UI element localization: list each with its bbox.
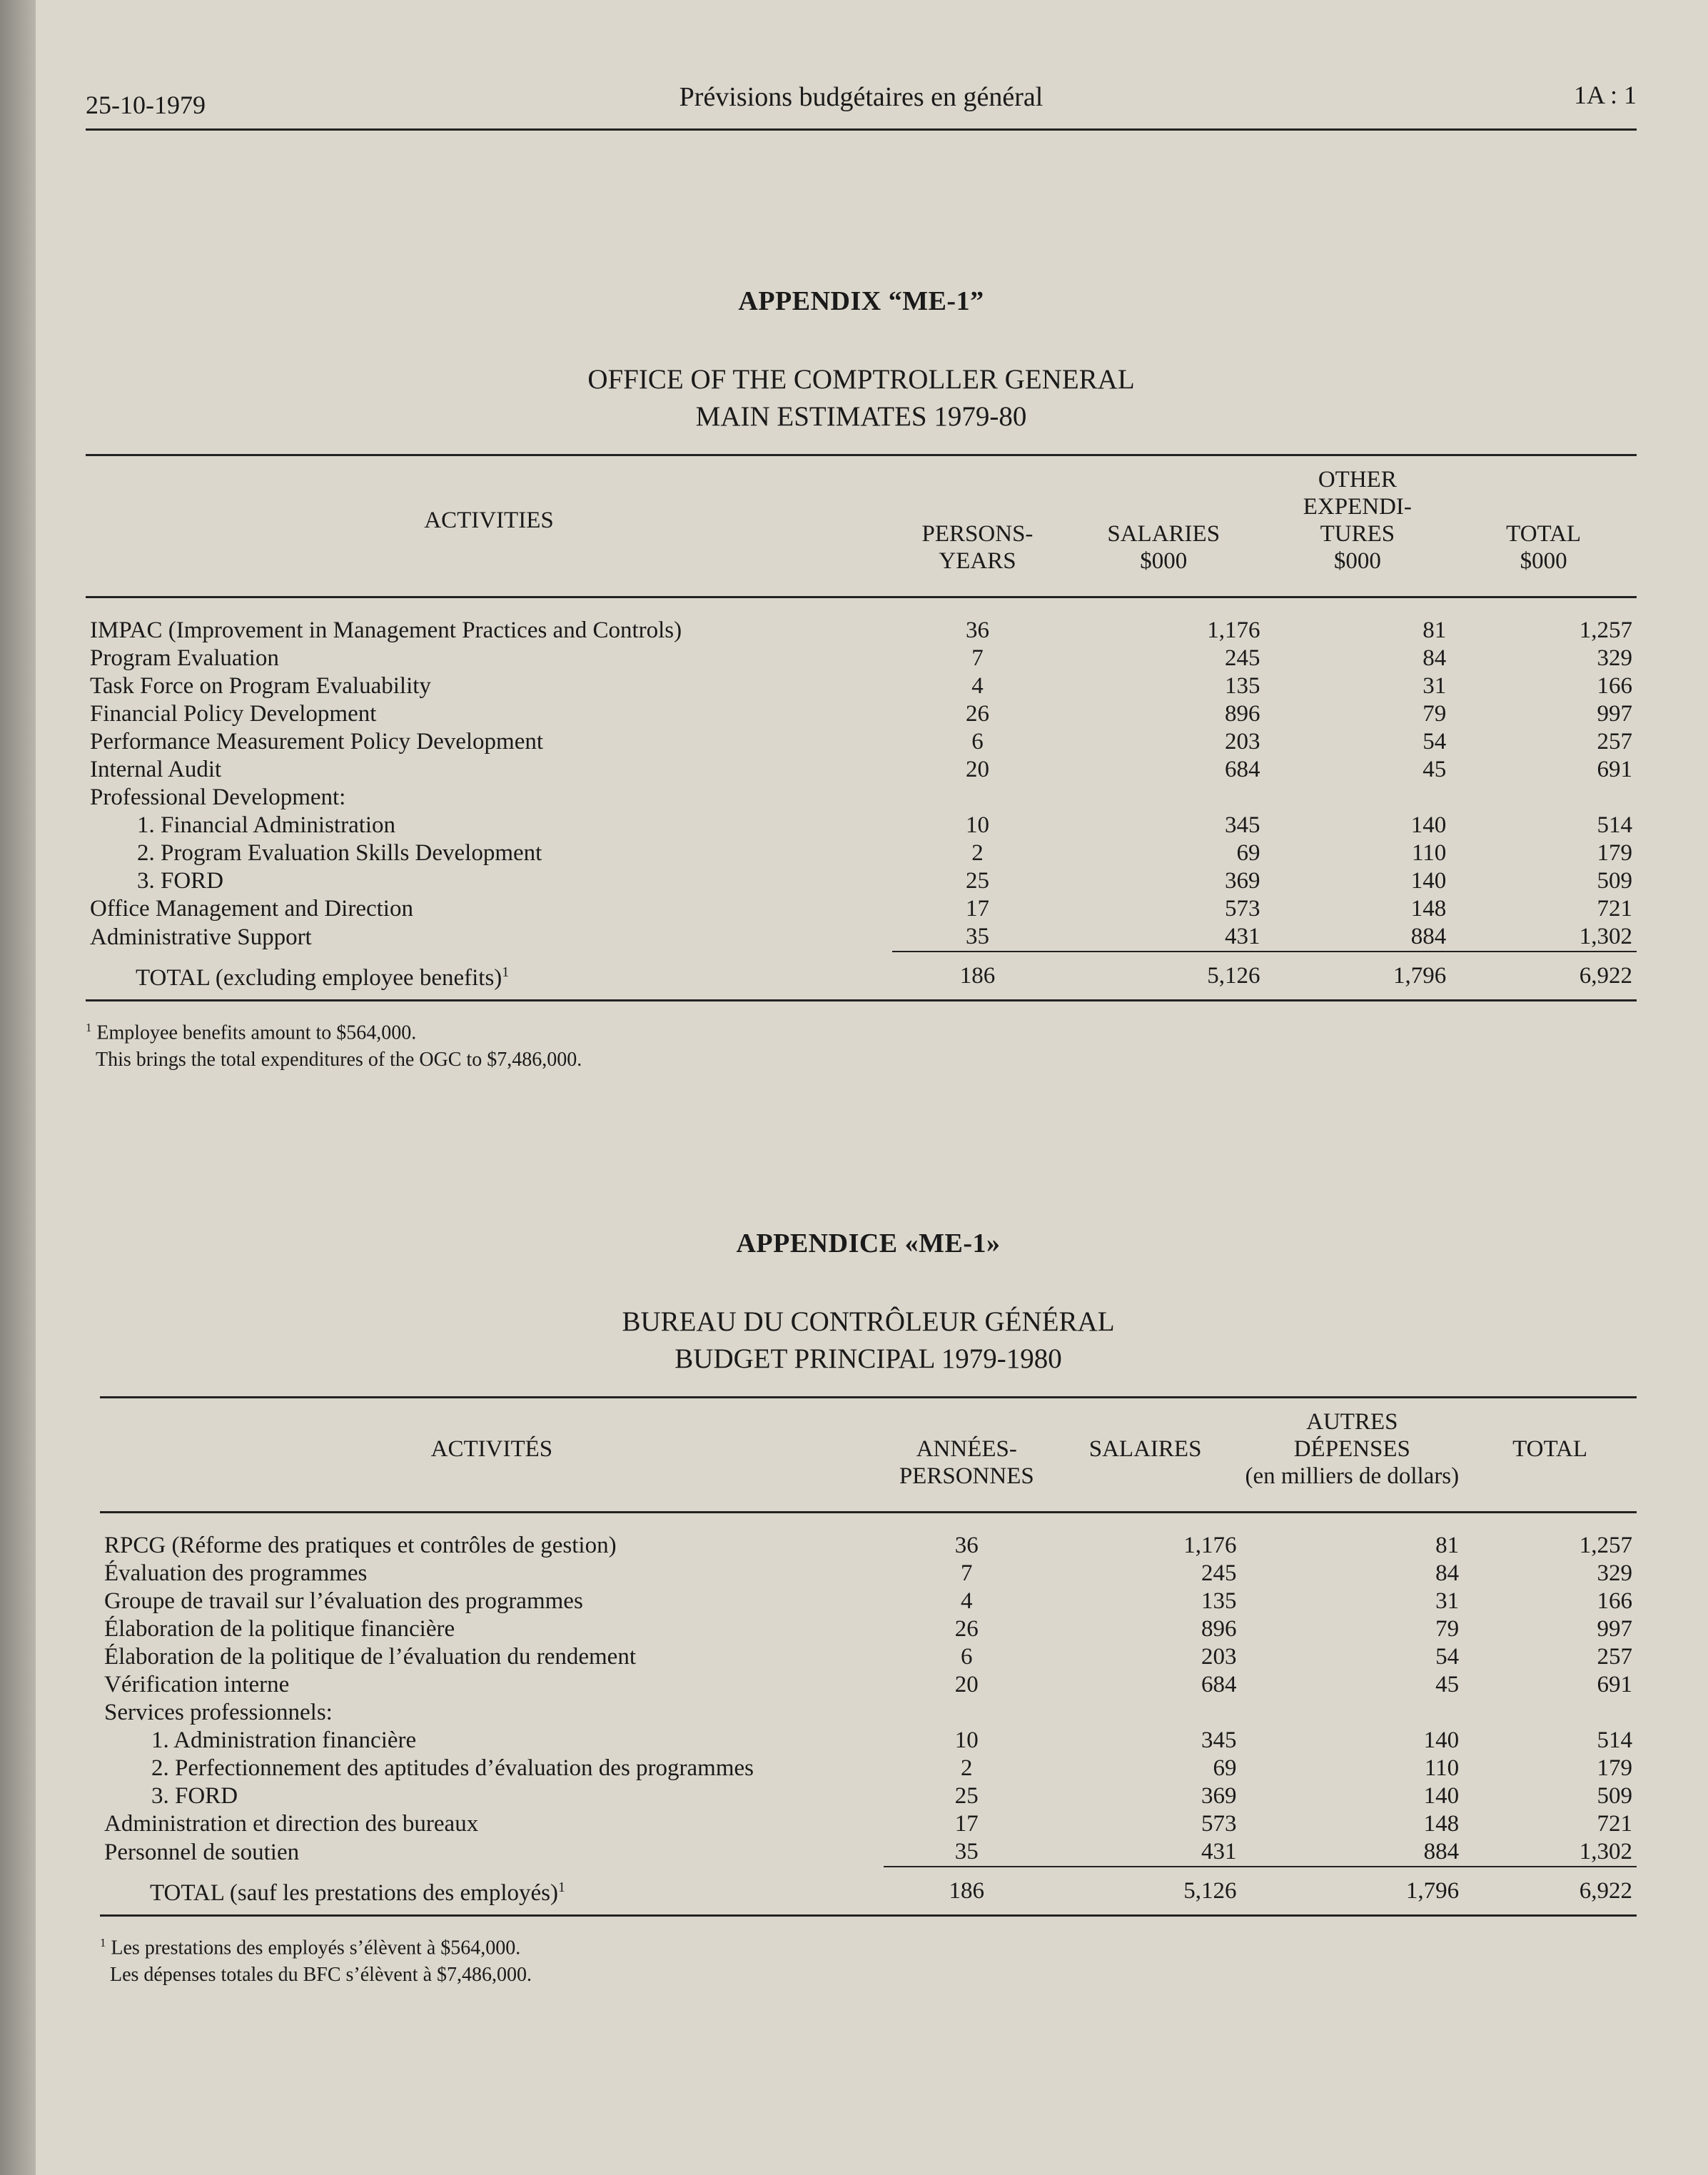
- row-persons-years: [892, 784, 1063, 812]
- row-persons-years: 35: [954, 1839, 979, 1864]
- row-total: 179: [1597, 1755, 1632, 1781]
- col-other-expenditures: OTHER EXPENDI- TURES $000: [1264, 455, 1450, 597]
- row-label: Program Evaluation: [90, 645, 279, 671]
- french-appendix-title: APPENDICE «ME-1»: [736, 1228, 1001, 1258]
- col-persons-years: PERSONS- YEARS: [892, 455, 1063, 597]
- row-total: 997: [1597, 1616, 1632, 1642]
- row-total: 166: [1597, 1588, 1632, 1614]
- book-spine-shadow: [0, 0, 36, 2175]
- row-label: Administrative Support: [90, 924, 312, 950]
- total-row: [86, 952, 1637, 1001]
- total-label: TOTAL (excluding employee benefits)$^1$: [86, 952, 892, 1001]
- row-salaries: 69: [1236, 840, 1260, 866]
- row-other: 81: [1423, 617, 1447, 643]
- col-annees-personnes: ANNÉES- PERSONNES: [884, 1398, 1050, 1513]
- row-persons-years: 26: [965, 701, 989, 727]
- row-label: RPCG (Réforme des pratiques et contrôles de gestion): [104, 1533, 617, 1558]
- row-label: Services professionnels:: [104, 1700, 333, 1725]
- table-row: [86, 672, 1637, 700]
- total-total: 6,922: [1463, 1867, 1637, 1916]
- row-total: 514: [1597, 1727, 1632, 1753]
- table-row: [86, 700, 1637, 728]
- total-salaries: 5,126: [1063, 952, 1264, 1001]
- row-label: Évaluation des programmes: [104, 1560, 368, 1586]
- footnote-line-2: Les dépenses totales du BFC s’élèvent à $7,486,000.: [110, 1964, 532, 1987]
- total-total: 6,922: [1450, 952, 1637, 1001]
- row-label: Vérification interne: [104, 1672, 290, 1697]
- table-row: [100, 1838, 1637, 1867]
- row-other: 31: [1435, 1588, 1460, 1614]
- table-row: [86, 839, 1637, 867]
- row-label: Task Force on Program Evaluability: [90, 673, 431, 699]
- row-persons-years: 36: [965, 617, 989, 643]
- total-other: 1,796: [1264, 952, 1450, 1001]
- row-salaries: 245: [1201, 1560, 1237, 1586]
- row-other: [1264, 784, 1450, 812]
- row-salaries: 573: [1224, 896, 1260, 922]
- row-label: IMPAC (Improvement in Management Practices and Controls): [90, 617, 682, 643]
- table-row: [100, 1755, 1637, 1782]
- row-label: Internal Audit: [90, 757, 222, 782]
- col-total: TOTAL $000: [1450, 455, 1637, 597]
- row-total: 691: [1597, 757, 1632, 782]
- row-other: 140: [1410, 868, 1447, 894]
- footnote-line-1: Les prestations des employés s’élèvent à $564,000.: [111, 1937, 521, 1959]
- total-persons-years: 186: [884, 1867, 1050, 1916]
- row-label: 3. FORD: [137, 868, 224, 894]
- row-salaries: 369: [1224, 868, 1260, 894]
- row-persons-years: [884, 1699, 1050, 1727]
- row-salaries: [1063, 784, 1264, 812]
- header-date: 25-10-1979: [86, 91, 206, 119]
- row-total: 721: [1597, 1811, 1632, 1837]
- row-other: 110: [1411, 840, 1447, 866]
- row-total: 1,302: [1579, 924, 1632, 949]
- col-autres-depenses: AUTRES DÉPENSES (en milliers de dollars): [1240, 1398, 1463, 1513]
- row-salaries: 345: [1201, 1727, 1237, 1753]
- table-row: [100, 1782, 1637, 1810]
- row-other: 84: [1435, 1560, 1460, 1586]
- row-label: 3. FORD: [151, 1783, 238, 1809]
- footnote-line-2: This brings the total expenditures of the OGC to $7,486,000.: [96, 1049, 582, 1071]
- row-persons-years: 17: [954, 1811, 979, 1837]
- row-total: 166: [1597, 673, 1632, 699]
- row-persons-years: 4: [971, 673, 984, 699]
- table-row: [86, 812, 1637, 839]
- english-section: [86, 286, 1637, 1074]
- english-footnote: [86, 1014, 1637, 1074]
- row-salaries: 135: [1201, 1588, 1237, 1614]
- row-other: 140: [1423, 1727, 1460, 1753]
- page-header: [86, 71, 1637, 131]
- row-total: 329: [1597, 645, 1632, 671]
- table-row: [100, 1810, 1637, 1838]
- table-row: [86, 867, 1637, 895]
- row-persons-years: 20: [965, 757, 989, 782]
- row-total: 329: [1597, 1560, 1632, 1586]
- row-salaries: 345: [1224, 812, 1260, 838]
- row-salaries: 1,176: [1207, 617, 1260, 643]
- total-salaries: 5,126: [1050, 1867, 1241, 1916]
- row-persons-years: 7: [961, 1560, 973, 1586]
- row-total: [1463, 1699, 1637, 1727]
- row-other: 45: [1435, 1672, 1460, 1697]
- table-row: [100, 1643, 1637, 1671]
- row-label: 1. Administration financière: [151, 1727, 417, 1753]
- row-salaries: 431: [1201, 1839, 1237, 1864]
- total-row: [100, 1867, 1637, 1916]
- row-salaries: 203: [1224, 729, 1260, 755]
- row-salaries: [1050, 1699, 1241, 1727]
- row-persons-years: 4: [961, 1588, 973, 1614]
- row-label: Professional Development:: [90, 784, 346, 810]
- french-footnote: [100, 1929, 1637, 1989]
- row-other: 79: [1435, 1616, 1460, 1642]
- row-other: 45: [1423, 757, 1447, 782]
- table-row: [100, 1671, 1637, 1699]
- row-other: 81: [1435, 1533, 1460, 1558]
- french-subtitle: BUDGET PRINCIPAL 1979-1980: [674, 1343, 1062, 1374]
- row-other: 110: [1424, 1755, 1460, 1781]
- col-total: TOTAL: [1463, 1398, 1637, 1513]
- table-row: [86, 728, 1637, 756]
- row-total: 257: [1597, 729, 1632, 755]
- row-persons-years: 2: [971, 840, 984, 866]
- english-org-title: OFFICE OF THE COMPTROLLER GENERAL: [587, 364, 1135, 395]
- row-persons-years: 6: [961, 1644, 973, 1670]
- row-persons-years: 26: [954, 1616, 979, 1642]
- row-persons-years: 35: [965, 924, 989, 949]
- row-label: Personnel de soutien: [104, 1839, 300, 1865]
- table-row: [86, 784, 1637, 812]
- row-salaries: 203: [1201, 1644, 1237, 1670]
- row-other: 884: [1410, 924, 1447, 949]
- row-salaries: 69: [1213, 1755, 1237, 1781]
- total-persons-years: 186: [892, 952, 1063, 1001]
- footnote-mark: 1: [86, 1021, 92, 1034]
- row-total: 691: [1597, 1672, 1632, 1697]
- footnote-line-1: Employee benefits amount to $564,000.: [96, 1021, 417, 1044]
- row-total: [1450, 784, 1637, 812]
- row-salaries: 1,176: [1183, 1533, 1237, 1558]
- french-table-body: [100, 1513, 1637, 1916]
- row-other: 79: [1423, 701, 1447, 727]
- row-total: 1,302: [1579, 1839, 1632, 1864]
- row-other: 54: [1435, 1644, 1460, 1670]
- row-label: Élaboration de la politique financière: [104, 1616, 455, 1642]
- english-estimates-table: [86, 454, 1637, 1001]
- french-estimates-table: [100, 1396, 1637, 1917]
- row-other: 84: [1423, 645, 1447, 671]
- total-other: 1,796: [1240, 1867, 1463, 1916]
- table-row: [86, 597, 1637, 645]
- row-label: Office Management and Direction: [90, 896, 413, 922]
- row-persons-years: 25: [954, 1783, 979, 1809]
- footnote-mark: 1: [100, 1936, 106, 1949]
- english-appendix-title: APPENDIX “ME-1”: [738, 286, 984, 316]
- col-salaires: SALAIRES: [1050, 1398, 1241, 1513]
- row-persons-years: 25: [965, 868, 989, 894]
- header-page-number: 1A : 1: [1573, 81, 1637, 109]
- col-activites: ACTIVITÉS: [100, 1398, 884, 1513]
- row-other: 140: [1410, 812, 1447, 838]
- row-salaries: 573: [1201, 1811, 1237, 1837]
- english-table-header: [86, 455, 1637, 597]
- table-row: [86, 923, 1637, 952]
- row-label: 2. Perfectionnement des aptitudes d’évaluation des programmes: [151, 1755, 754, 1781]
- row-salaries: 369: [1201, 1783, 1237, 1809]
- table-row: [86, 895, 1637, 923]
- unit-note: (en milliers de dollars): [1245, 1463, 1460, 1489]
- col-salaries: SALARIES $000: [1063, 455, 1264, 597]
- row-other: 54: [1423, 729, 1447, 755]
- row-other: 884: [1423, 1839, 1460, 1864]
- row-persons-years: 17: [965, 896, 989, 922]
- row-label: Administration et direction des bureaux: [104, 1811, 479, 1837]
- french-org-title: BUREAU DU CONTRÔLEUR GÉNÉRAL: [622, 1306, 1115, 1337]
- table-row: [100, 1588, 1637, 1615]
- row-other: 140: [1423, 1783, 1460, 1809]
- row-total: 514: [1597, 812, 1632, 838]
- row-total: 1,257: [1579, 1533, 1632, 1558]
- row-other: 148: [1410, 896, 1447, 922]
- row-salaries: 684: [1224, 757, 1260, 782]
- row-total: 1,257: [1579, 617, 1632, 643]
- english-table-body: [86, 597, 1637, 1001]
- row-total: 509: [1597, 1783, 1632, 1809]
- col-activities: ACTIVITIES: [86, 455, 892, 597]
- row-salaries: 245: [1224, 645, 1260, 671]
- row-salaries: 431: [1224, 924, 1260, 949]
- row-label: 2. Program Evaluation Skills Development: [137, 840, 542, 866]
- french-section: [100, 1228, 1637, 1989]
- row-total: 997: [1597, 701, 1632, 727]
- row-label: Performance Measurement Policy Development: [90, 729, 544, 755]
- row-total: 509: [1597, 868, 1632, 894]
- french-table-header: [100, 1398, 1637, 1513]
- table-row: [100, 1699, 1637, 1727]
- row-total: 257: [1597, 1644, 1632, 1670]
- row-other: 148: [1423, 1811, 1460, 1837]
- table-row: [100, 1727, 1637, 1755]
- row-label: Groupe de travail sur l’évaluation des programmes: [104, 1588, 583, 1614]
- row-other: [1240, 1699, 1463, 1727]
- table-row: [100, 1513, 1637, 1560]
- row-total: 721: [1597, 896, 1632, 922]
- row-label: 1. Financial Administration: [137, 812, 396, 838]
- table-row: [100, 1560, 1637, 1588]
- row-persons-years: 20: [954, 1672, 979, 1697]
- table-row: [86, 756, 1637, 784]
- row-persons-years: 7: [971, 645, 984, 671]
- row-salaries: 684: [1201, 1672, 1237, 1697]
- row-total: 179: [1597, 840, 1632, 866]
- row-salaries: 896: [1224, 701, 1260, 727]
- row-label: Financial Policy Development: [90, 701, 377, 727]
- row-persons-years: 2: [961, 1755, 973, 1781]
- row-persons-years: 6: [971, 729, 984, 755]
- table-row: [86, 645, 1637, 672]
- row-label: Élaboration de la politique de l’évaluation du rendement: [104, 1644, 636, 1670]
- row-other: 31: [1423, 673, 1447, 699]
- row-salaries: 135: [1224, 673, 1260, 699]
- row-persons-years: 10: [965, 812, 989, 838]
- english-subtitle: MAIN ESTIMATES 1979-80: [695, 401, 1027, 432]
- header-title: Prévisions budgétaires en général: [679, 82, 1044, 112]
- row-persons-years: 10: [954, 1727, 979, 1753]
- table-row: [100, 1615, 1637, 1643]
- total-label: TOTAL (sauf les prestations des employés)$^1$: [100, 1867, 884, 1916]
- row-persons-years: 36: [954, 1533, 979, 1558]
- row-salaries: 896: [1201, 1616, 1237, 1642]
